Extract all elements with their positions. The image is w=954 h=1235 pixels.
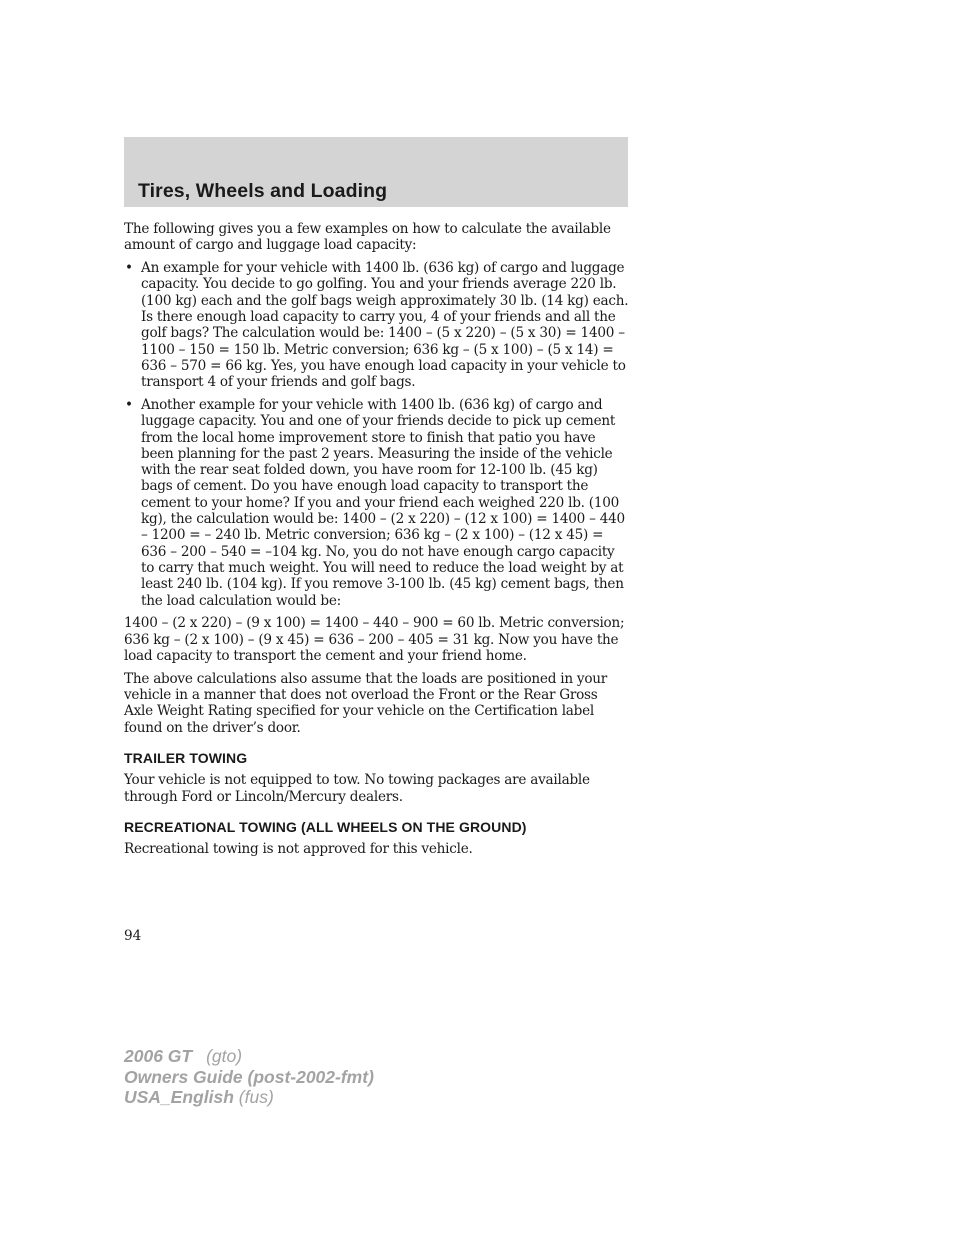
- header-band: [124, 137, 628, 207]
- recreational-towing-body: Recreational towing is not approved for this vehicle.: [124, 841, 473, 858]
- footer-model-code: (gto): [206, 1046, 243, 1066]
- footer-guide: Owners Guide (post-2002-fmt): [124, 1066, 374, 1087]
- page-number: 94: [124, 928, 142, 944]
- intro-paragraph: The following gives you a few examples on how to calculate the available amount of cargo and luggage load capacity:: [124, 221, 611, 254]
- footer-language-line: [124, 1087, 374, 1108]
- footer-language-code: (fus): [238, 1087, 274, 1107]
- page-title: Tires, Wheels and Loading: [138, 180, 388, 202]
- trailer-towing-heading: TRAILER TOWING: [124, 749, 248, 766]
- continuation-paragraph: 1400 – (2 x 220) – (9 x 100) = 1400 – 440 – 900 = 60 lb. Metric conversion; 636 kg – (2 x 100) – (9 x 45) = 636 – 200 – 405 = 31 kg. Now you have the load capacity to transport the cement and your friend home.: [124, 615, 625, 664]
- footer-language: USA_English: [124, 1087, 234, 1107]
- footer-model-line: [124, 1046, 374, 1067]
- trailer-towing-body: Your vehicle is not equipped to tow. No towing packages are available through Ford or Lincoln/Mercury dealers.: [124, 772, 590, 805]
- bullet-icon: •: [125, 396, 133, 413]
- list-item-text: Another example for your vehicle with 1400 lb. (636 kg) of cargo and luggage capacity. You and one of your friends decide to pick up cement from the local home improvement store to finish that patio you have been planning for the past 2 years. Measuring the inside of the vehicle with the rear seat folded down, you have room for 12-100 lb. (45 kg) bags of cement. Do you have enough load capacity to transport the cement to your home? If you and your friend each weighed 220 lb. (100 kg), the calculation would be: 1400 – (2 x 220) – (12 x 100) = 1400 – 440 – 1200 = – 240 lb. Metric conversion; 636 kg – (2 x 100) – (12 x 45) = 636 – 200 – 540 = –104 kg. No, you do not have enough cargo capacity to carry that much weight. You will need to reduce the load weight by at least 240 lb. (104 kg). If you remove 3-100 lb. (45 kg) cement bags, then the load calculation would be:: [141, 396, 625, 609]
- assumption-paragraph: The above calculations also assume that the loads are positioned in your vehicle in a manner that does not overload the Front or the Rear Gross Axle Weight Rating specified for your vehicle on the Certification label found on the driver’s door.: [124, 670, 608, 736]
- example-list: [124, 260, 630, 609]
- bullet-icon: •: [125, 260, 133, 277]
- recreational-towing-heading: RECREATIONAL TOWING (ALL WHEELS ON THE GROUND): [124, 818, 527, 835]
- document-footer: [124, 1046, 374, 1108]
- footer-model: 2006 GT: [124, 1046, 193, 1066]
- list-item-golf-example: [124, 260, 630, 390]
- main-content: [124, 221, 630, 864]
- list-item-text: An example for your vehicle with 1400 lb. (636 kg) of cargo and luggage capacity. You decide to go golfing. You and your friends average 220 lb. (100 kg) each and the golf bags weigh approximately 30 lb. (14 kg) each. Is there enough load capacity to carry you, 4 of your friends and all the golf bags? The calculation would be: 1400 – (5 x 220) – (5 x 30) = 1400 – 1100 – 150 = 150 lb. Metric conversion; 636 kg – (5 x 100) – (5 x 14) = 636 – 570 = 66 kg. Yes, you have enough load capacity in your vehicle to transport 4 of your friends and golf bags.: [141, 260, 629, 391]
- footer-guide-line: [124, 1067, 374, 1088]
- list-item-cement-example: [124, 397, 630, 609]
